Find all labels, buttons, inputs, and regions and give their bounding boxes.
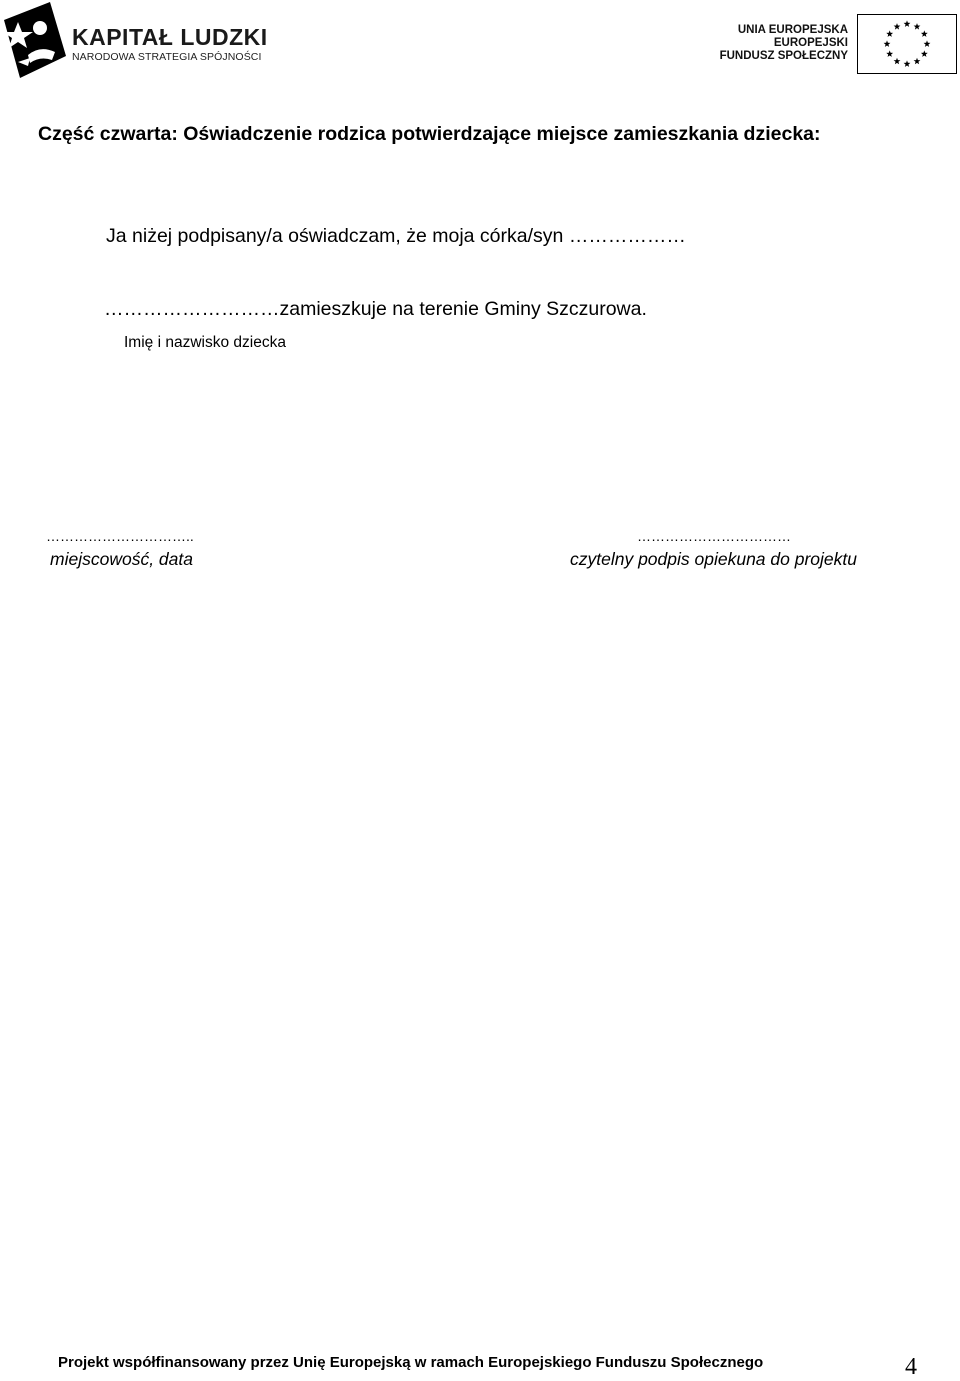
signature-label: czytelny podpis opiekuna do projektu (570, 549, 857, 569)
eu-label (720, 24, 848, 63)
signature-blank: …………………………… (637, 528, 791, 544)
kapital-ludzki-emblem-icon (0, 0, 70, 82)
child-name-label: Imię i nazwisko dziecka (124, 334, 286, 351)
eu-label-line2: EUROPEJSKI (773, 37, 848, 49)
eu-flag-icon (857, 14, 957, 74)
page-number: 4 (905, 1354, 917, 1380)
logo-title: KAPITAŁ LUDZKI (72, 24, 268, 50)
footer-text: Projekt współfinansowany przez Unię Europejską w ramach Europejskiego Funduszu Społecznego (58, 1354, 764, 1371)
child-name-blank-2: ……………………… (104, 298, 280, 320)
statement-line-1 (106, 225, 686, 248)
statement-line-2-text: zamieszkuje na terenie Gminy Szczurowa. (279, 298, 647, 320)
logo-subtitle: NARODOWA STRATEGIA SPÓJNOŚCI (72, 51, 262, 63)
place-date-blank: ………………………….. (46, 528, 194, 544)
eu-label-line1: UNIA EUROPEJSKA (737, 24, 848, 36)
place-date-label: miejscowość, data (50, 549, 193, 569)
section-heading: Część czwarta: Oświadczenie rodzica potwierdzające miejsce zamieszkania dziecka: (38, 123, 821, 145)
statement-line-1-text: Ja niżej podpisany/a oświadczam, że moja córka/syn (106, 225, 569, 247)
eu-label-line3: FUNDUSZ SPOŁECZNY (719, 50, 848, 62)
child-name-blank: ……………… (568, 225, 686, 247)
page-header (0, 0, 960, 90)
kapital-ludzki-logo (0, 0, 268, 82)
statement-line-2 (104, 298, 647, 321)
